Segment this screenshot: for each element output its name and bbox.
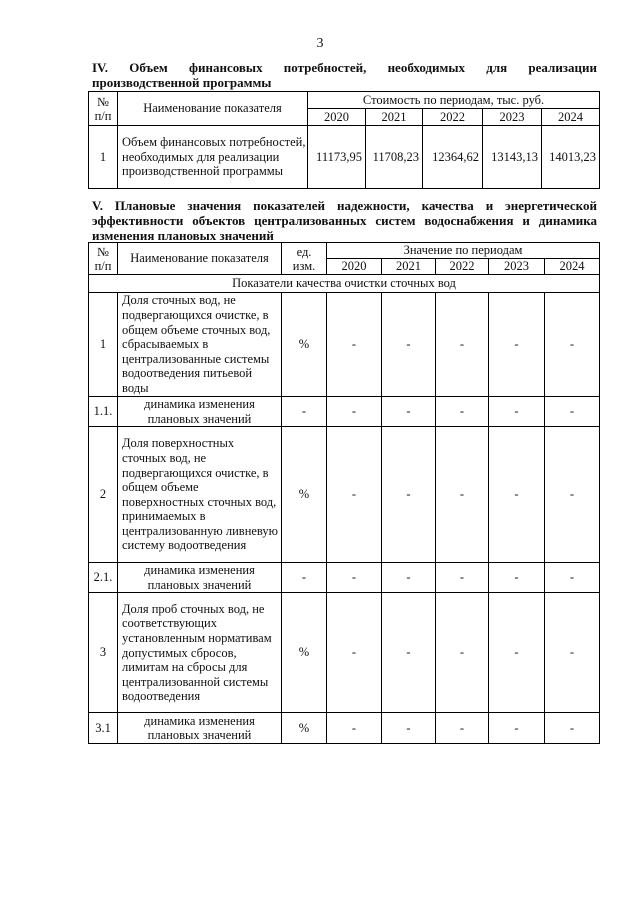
value-cell: - — [327, 293, 382, 397]
value-cell: - — [382, 397, 436, 427]
table-row — [89, 293, 600, 397]
value-cell: - — [327, 713, 382, 744]
row-name: динамика изменения плановых значений — [118, 563, 282, 593]
value-cell: - — [382, 427, 436, 563]
indicators-table — [88, 242, 600, 744]
col-header-number: № п/п — [89, 243, 118, 275]
row-number: 1 — [89, 126, 118, 189]
value-cell: - — [545, 713, 600, 744]
table-row — [89, 593, 600, 713]
unit-cell: - — [282, 563, 327, 593]
value-cell: - — [436, 293, 489, 397]
year-header: 2020 — [308, 109, 366, 126]
unit-cell: % — [282, 593, 327, 713]
row-number: 1 — [89, 293, 118, 397]
value-cell: - — [436, 563, 489, 593]
values-header: Значение по периодам — [327, 243, 600, 259]
row-name: динамика изменения плановых значений — [118, 397, 282, 427]
table-row — [89, 713, 600, 744]
row-number: 2 — [89, 427, 118, 563]
value-cell: - — [489, 713, 545, 744]
col-header-unit: ед. изм. — [282, 243, 327, 275]
value-cell: - — [327, 397, 382, 427]
value-cell: - — [327, 427, 382, 563]
value-cell: 12364,62 — [423, 126, 483, 189]
value-cell: - — [545, 563, 600, 593]
row-name: Объем финансовых потребностей, необходимых для реализации производственной программы — [118, 126, 308, 189]
value-cell: - — [489, 293, 545, 397]
value-cell: - — [545, 397, 600, 427]
unit-cell: % — [282, 293, 327, 397]
section-4-heading: IV. Объем финансовых потребностей, необходимых для реализации производственной программы — [92, 60, 597, 90]
row-number: 3 — [89, 593, 118, 713]
year-header: 2024 — [542, 109, 600, 126]
year-header: 2022 — [436, 259, 489, 275]
value-cell: - — [545, 593, 600, 713]
unit-cell: - — [282, 397, 327, 427]
value-cell: - — [545, 293, 600, 397]
row-number: 3.1 — [89, 713, 118, 744]
unit-cell: % — [282, 427, 327, 563]
year-header: 2023 — [489, 259, 545, 275]
col-header-name: Наименование показателя — [118, 243, 282, 275]
value-cell: - — [436, 397, 489, 427]
financial-needs-table — [88, 91, 600, 189]
table-row — [89, 563, 600, 593]
row-name: динамика изменения плановых значений — [118, 713, 282, 744]
value-cell: - — [489, 427, 545, 563]
year-header: 2022 — [423, 109, 483, 126]
value-cell: - — [436, 593, 489, 713]
value-cell: 13143,13 — [483, 126, 542, 189]
value-cell: 14013,23 — [542, 126, 600, 189]
group-title: Показатели качества очистки сточных вод — [89, 275, 600, 293]
value-cell: - — [327, 593, 382, 713]
value-cell: - — [436, 427, 489, 563]
row-name: Доля проб сточных вод, не соответствующих установленным нормативам допустимых сбросов, лимитам на сбросы для централизованной системы водоотведения — [118, 593, 282, 713]
value-cell: - — [327, 563, 382, 593]
year-header: 2020 — [327, 259, 382, 275]
row-number: 1.1. — [89, 397, 118, 427]
value-cell: - — [545, 427, 600, 563]
col-header-number: № п/п — [89, 92, 118, 126]
row-name: Доля поверхностных сточных вод, не подвергающихся очистке, в общем объеме поверхностных сточных вод, принимаемых в централизованную ливневую систему водоотведения — [118, 427, 282, 563]
unit-cell: % — [282, 713, 327, 744]
row-name: Доля сточных вод, не подвергающихся очистке, в общем объеме сточных вод, сбрасываемых в централизованные системы водоотведения питьевой воды — [118, 293, 282, 397]
value-cell: - — [489, 563, 545, 593]
year-header: 2021 — [382, 259, 436, 275]
year-header: 2024 — [545, 259, 600, 275]
value-cell: - — [382, 713, 436, 744]
value-cell: 11708,23 — [366, 126, 423, 189]
col-header-name: Наименование показателя — [118, 92, 308, 126]
value-cell: - — [382, 593, 436, 713]
value-cell: 11173,95 — [308, 126, 366, 189]
section-5-heading: V. Плановые значения показателей надежности, качества и энергетической эффективности объектов централизованных систем водоснабжения и динамика изменения плановых значений — [92, 198, 597, 243]
value-cell: - — [489, 593, 545, 713]
table-row — [89, 427, 600, 563]
value-cell: - — [489, 397, 545, 427]
year-header: 2021 — [366, 109, 423, 126]
table-row — [89, 126, 600, 189]
value-cell: - — [382, 293, 436, 397]
table-row — [89, 397, 600, 427]
value-cell: - — [436, 713, 489, 744]
row-number: 2.1. — [89, 563, 118, 593]
value-cell: - — [382, 563, 436, 593]
cost-header: Стоимость по периодам, тыс. руб. — [308, 92, 600, 109]
page-number: 3 — [316, 36, 324, 51]
year-header: 2023 — [483, 109, 542, 126]
